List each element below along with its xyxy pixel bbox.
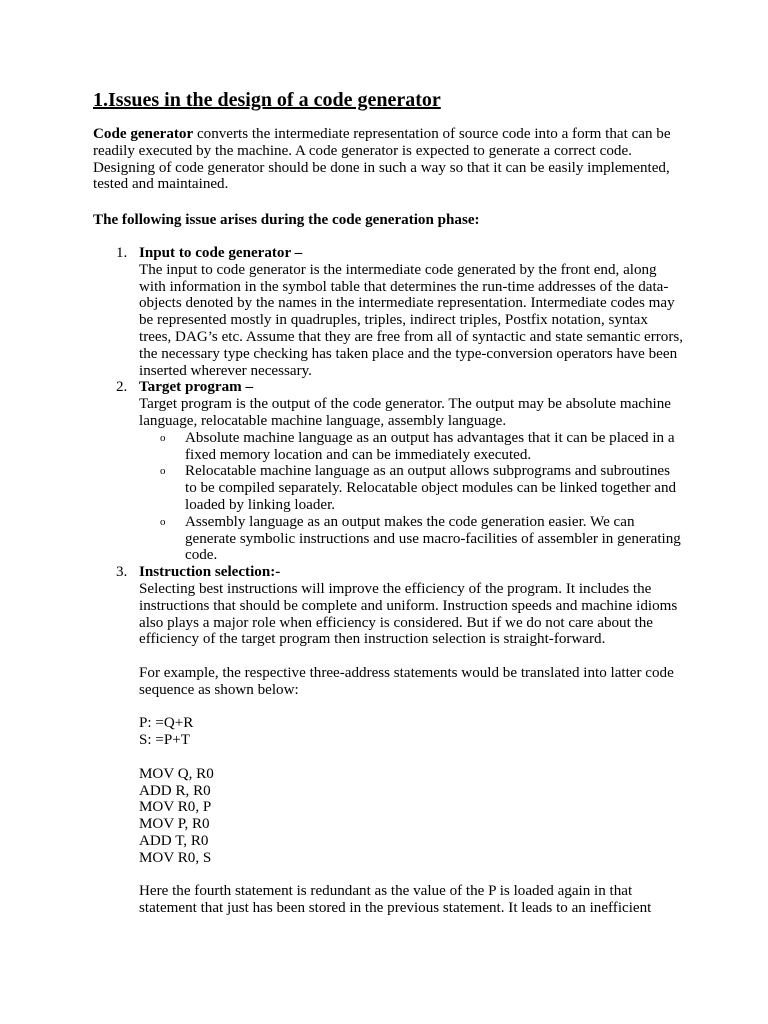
output-types-list — [139, 430, 683, 564]
spacer — [139, 749, 683, 766]
bullet-icon: o — [160, 431, 166, 444]
issue-body: The input to code generator is the intermediate code generated by the front end, along with information in the symbol table that determines the run-time addresses of the data-objects denoted by the names in the intermediate representation. Intermediate codes may be represented mostly in quadruples, triples, indirect triples, Postfix notation, syntax trees, DAG’s etc. Assume that they are free from all of syntactic and state semantic errors, the necessary type checking has taken place and the type-conversion operators have been inserted wherever necessary. — [139, 261, 684, 379]
list-item — [139, 514, 683, 564]
issue-title: Input to code generator – — [139, 245, 303, 261]
three-address-statement: S: =P+T — [139, 732, 191, 749]
issue-number: 2. — [116, 379, 128, 396]
example-intro: For example, the respective three-address statements would be translated into latter code sequence as shown below: — [139, 664, 674, 698]
code-line: ADD T, R0 — [139, 832, 209, 849]
bullet-icon: o — [160, 465, 166, 478]
bullet-icon: o — [160, 515, 166, 528]
issue-number: 3. — [116, 564, 128, 581]
issue-item — [93, 245, 683, 379]
list-item — [139, 463, 683, 513]
issue-title: Target program – — [139, 379, 254, 396]
spacer — [139, 699, 683, 716]
code-line: MOV Q, R0 — [139, 765, 214, 782]
issue-body: Target program is the output of the code generator. The output may be absolute machine language, relocatable machine language, assembly language. — [139, 396, 671, 429]
code-line: ADD R, R0 — [139, 782, 211, 799]
intro-paragraph — [93, 126, 683, 193]
issues-list — [93, 245, 683, 917]
issue-item — [93, 564, 683, 917]
issue-number: 1. — [116, 245, 128, 261]
code-line: MOV P, R0 — [139, 816, 210, 833]
intro-text: converts the intermediate representation of source code into a form that can be readily executed by the machine. A code generator is expected to generate a correct code. Designing of code generator should be done in such a way so that it can be easily implemented, tested and maintained. — [93, 126, 671, 193]
page-title: 1.Issues in the design of a code generator — [93, 89, 441, 111]
issues-heading: The following issue arises during the code generation phase: — [93, 212, 480, 228]
issue-title: Instruction selection:- — [139, 564, 281, 581]
code-line: MOV R0, P — [139, 799, 212, 816]
list-item-text: Assembly language as an output makes the code generation easier. We can generate symbolic instructions and use macro-facilities of assembler in generating code. — [185, 513, 681, 564]
list-item-text: Absolute machine language as an output has advantages that it can be placed in a fixed memory location and can be immediately executed. — [185, 429, 675, 463]
issue-item — [93, 379, 683, 564]
three-address-statement: P: =Q+R — [139, 715, 194, 732]
spacer — [139, 866, 683, 883]
code-line: MOV R0, S — [139, 849, 212, 866]
conclusion-text: Here the fourth statement is redundant as the value of the P is loaded again in that statement that just has been stored in the previous statement. It leads to an inefficient — [139, 883, 652, 917]
list-item — [139, 430, 683, 464]
issue-body: Selecting best instructions will improve the efficiency of the program. It includes the instructions that should be complete and uniform. Instruction speeds and machine idioms also plays a major role when efficiency is considered. But if we do not care about the efficiency of the target program then instruction selection is straight-forward. — [139, 580, 678, 648]
intro-lead: Code generator — [93, 126, 194, 142]
spacer — [139, 648, 683, 665]
list-item-text: Relocatable machine language as an output allows subprograms and subroutines to be compiled separately. Relocatable object modules can be linked together and loaded by linking loader. — [185, 463, 677, 513]
